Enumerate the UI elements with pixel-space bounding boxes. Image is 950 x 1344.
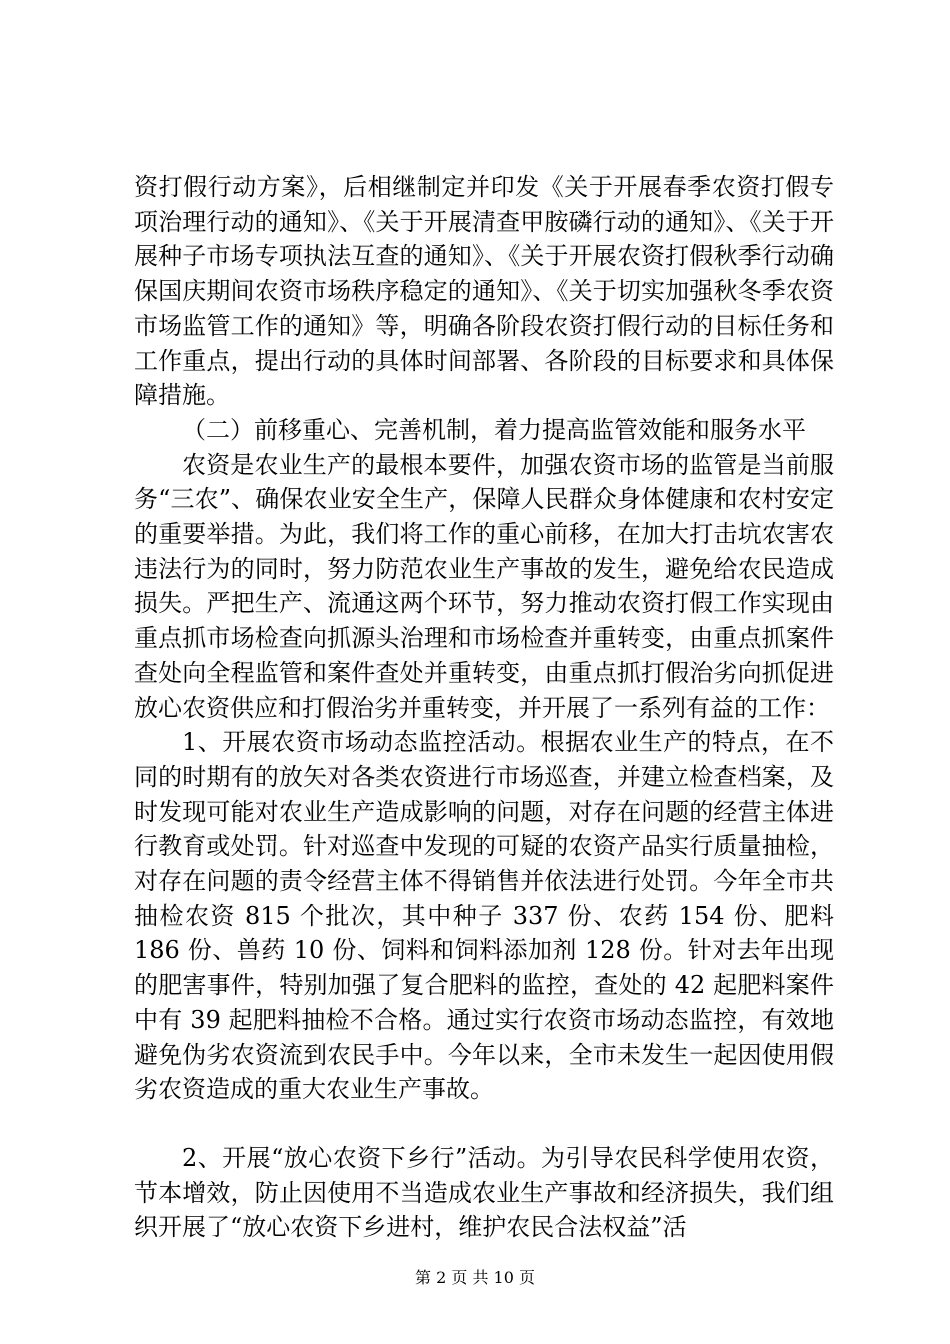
page-footer: 第 2 页 共 10 页 [415,1268,535,1287]
paragraph-item-2: 2、开展“放心农资下乡行”活动。为引导农民科学使用农资，节本增效，防止因使用不当造成农业生产事故和经济损失，我们组织开展了“放心农资下乡进村，维护农民合法权益”活 [134,1143,834,1242]
paragraph-item-1: 1、开展农资市场动态监控活动。根据农业生产的特点，在不同的时期有的放矢对各类农资进行市场巡查，并建立检查档案，及时发现可能对农业生产造成影响的问题，对存在问题的经营主体进行教育或处罚。针对巡查中发现的可疑的农资产品实行质量抽检，对存在问题的责令经营主体不得销售并依法进行处罚。今年全市共抽检农资 815 个批次，其中种子 337 份、农药 154 份、肥料 186 份、兽药 10 份、饲料和饲料添加剂 128 份。针对去年出现的肥害事件，特别加强了复合肥料的监控，查处的 42 起肥料案件中有 39 起肥料抽检不合格。通过实行农资市场动态监控，有效地避免伪劣农资流到农民手中。今年以来，全市未发生一起因使用假劣农资造成的重大农业生产事故。 [134,728,834,1104]
paragraph-continuation: 资打假行动方案》，后相继制定并印发《关于开展春季农资打假专项治理行动的通知》、《关于开展清查甲胺磷行动的通知》、《关于开展种子市场专项执法互查的通知》、《关于开展农资打假秋季行动确保国庆期间农资市场秩序稳定的通知》、《关于切实加强秋冬季农资市场监管工作的通知》等，明确各阶段农资打假行动的目标任务和工作重点，提出行动的具体时间部署、各阶段的目标要求和具体保障措施。 [134,173,834,410]
paragraph-intro: 农资是农业生产的最根本要件，加强农资市场的监管是当前服务“三农”、确保农业安全生产，保障人民群众身体健康和农村安定的重要举措。为此，我们将工作的重心前移，在加大打击坑农害农违法行为的同时，努力防范农业生产事故的发生，避免给农民造成损失。严把生产、流通这两个环节，努力推动农资打假工作实现由重点抓市场检查向抓源头治理和市场检查并重转变，由重点抓案件查处向全程监管和案件查处并重转变，由重点抓打假治劣向抓促进放心农资供应和打假治劣并重转变，并开展了一系列有益的工作： [134,450,834,722]
document-body [134,170,834,1245]
section-heading: （二）前移重心、完善机制，着力提高监管效能和服务水平 [182,415,806,444]
